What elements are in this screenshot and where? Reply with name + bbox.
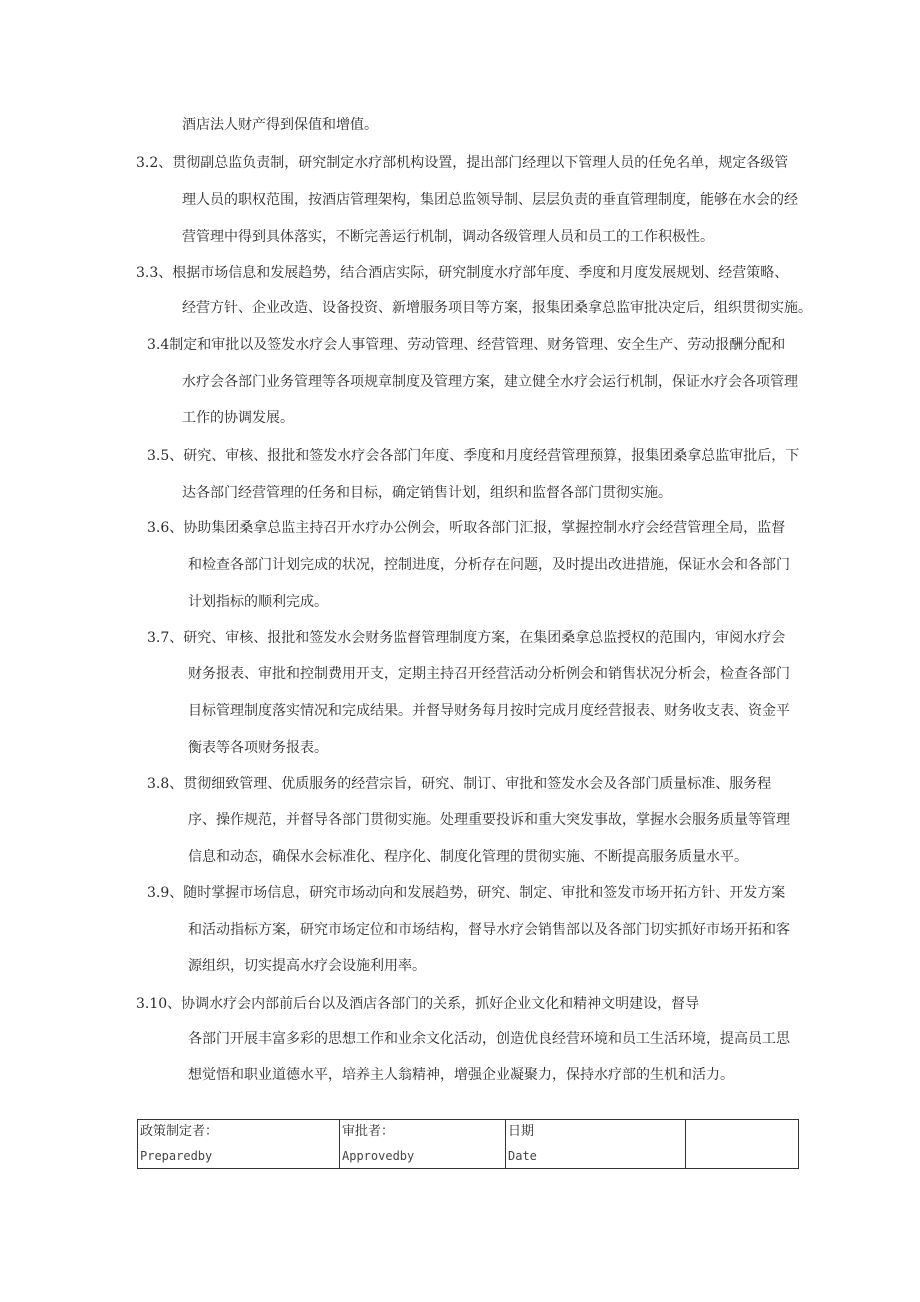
text-line: 水疗会各部门业务管理等各项规章制度及管理方案，建立健全水疗会运行机制，保证水疗会各项管理 [182, 374, 798, 390]
text-line: 财务报表、审批和控制费用开支，定期主持召开经营活动分析例会和销售状况分析会，检查各部门 [188, 666, 790, 682]
clause-3-10: 3.10、协调水疗会内部前后台以及酒店各部门的关系，抓好企业文化和精神文明建设，督导 [136, 996, 700, 1012]
date-label-en: Date [508, 1149, 537, 1163]
clause-3-4: 3.4制定和审批以及签发水疗会人事管理、劳动管理、经营管理、财务管理、安全生产、劳动报酬分配和 [147, 337, 786, 353]
clause-3-8: 3.8、贯彻细致管理、优质服务的经营宗旨，研究、制订、审批和签发水会及各部门质量标准、服务程 [147, 776, 772, 792]
clause-3-7: 3.7、研究、审核、报批和签发水会财务监督管理制度方案，在集团桑拿总监授权的范围内，审阅水疗会 [147, 630, 786, 646]
text-line: 达各部门经营管理的任务和目标，确定销售计划，组织和监督各部门贯彻实施。 [182, 485, 672, 501]
text-line: 理人员的职权范围，按酒店管理架构，集团总监领导制、层层负责的垂直管理制度，能够在水会的经 [182, 192, 798, 208]
text-line: 想觉悟和职业道德水平，培养主人翁精神，增强企业凝聚力，保持水疗部的生机和活力。 [188, 1067, 734, 1083]
clause-3-2: 3.2、贯彻副总监负责制，研究制定水疗部机构设置，提出部门经理以下管理人员的任免名单，规定各级管 [136, 155, 789, 171]
text-line: 各部门开展丰富多彩的思想工作和业余文化活动，创造优良经营环境和员工生活环境，提高员工思 [188, 1031, 790, 1047]
prepared-by-cell [138, 1120, 340, 1168]
text-line: 酒店法人财产得到保值和增值。 [182, 117, 378, 133]
text-line: 营管理中得到具体落实，不断完善运行机制，调动各级管理人员和员工的工作积极性。 [182, 229, 714, 245]
text-line: 目标管理制度落实情况和完成结果。并督导财务每月按时完成月度经营报表、财务收支表、资金平 [188, 703, 790, 719]
text-line: 衡表等各项财务报表。 [188, 740, 328, 756]
text-line: 和检查各部门计划完成的状况，控制进度，分析存在问题，及时提出改进措施，保证水会和各部门 [188, 557, 790, 573]
signature-table [137, 1119, 799, 1169]
text-line: 工作的协调发展。 [182, 410, 294, 426]
date-label: 日期 [508, 1124, 535, 1139]
approved-by-label-en: Approvedby [342, 1149, 415, 1163]
prepared-by-label: 政策制定者： [140, 1124, 219, 1139]
date-cell [506, 1120, 686, 1168]
approved-by-cell [340, 1120, 506, 1168]
clause-3-5: 3.5、研究、审核、报批和签发水疗会各部门年度、季度和月度经营管理预算，报集团桑拿总监审批后，下 [147, 448, 800, 464]
text-line: 源组织，切实提高水疗会设施利用率。 [188, 958, 426, 974]
text-line: 序、操作规范，并督导各部门贯彻实施。处理重要投诉和重大突发事故，掌握水会服务质量等管理 [188, 812, 790, 828]
blank-cell [686, 1120, 798, 1168]
prepared-by-label-en: Preparedby [140, 1149, 213, 1163]
text-line: 和活动指标方案，研究市场定位和市场结构，督导水疗会销售部以及各部门切实抓好市场开拓和客 [188, 922, 790, 938]
approved-by-label: 审批者： [342, 1124, 395, 1139]
clause-3-9: 3.9、随时掌握市场信息，研究市场动向和发展趋势，研究、制定、审批和签发市场开拓方针、开发方案 [147, 885, 786, 901]
clause-3-6: 3.6、协助集团桑拿总监主持召开水疗办公例会，听取各部门汇报，掌握控制水疗会经营管理全局，监督 [147, 520, 786, 536]
text-line: 信息和动态，确保水会标准化、程序化、制度化管理的贯彻实施、不断提高服务质量水平。 [188, 849, 748, 865]
clause-3-3: 3.3、根据市场信息和发展趋势，结合酒店实际，研究制度水疗部年度、季度和月度发展规划、经营策略、 [136, 265, 789, 281]
text-line: 经营方针、企业改造、设备投资、新增服务项目等方案，报集团桑拿总监审批决定后，组织贯彻实施。 [182, 300, 812, 316]
text-line: 计划指标的顺利完成。 [188, 594, 328, 610]
